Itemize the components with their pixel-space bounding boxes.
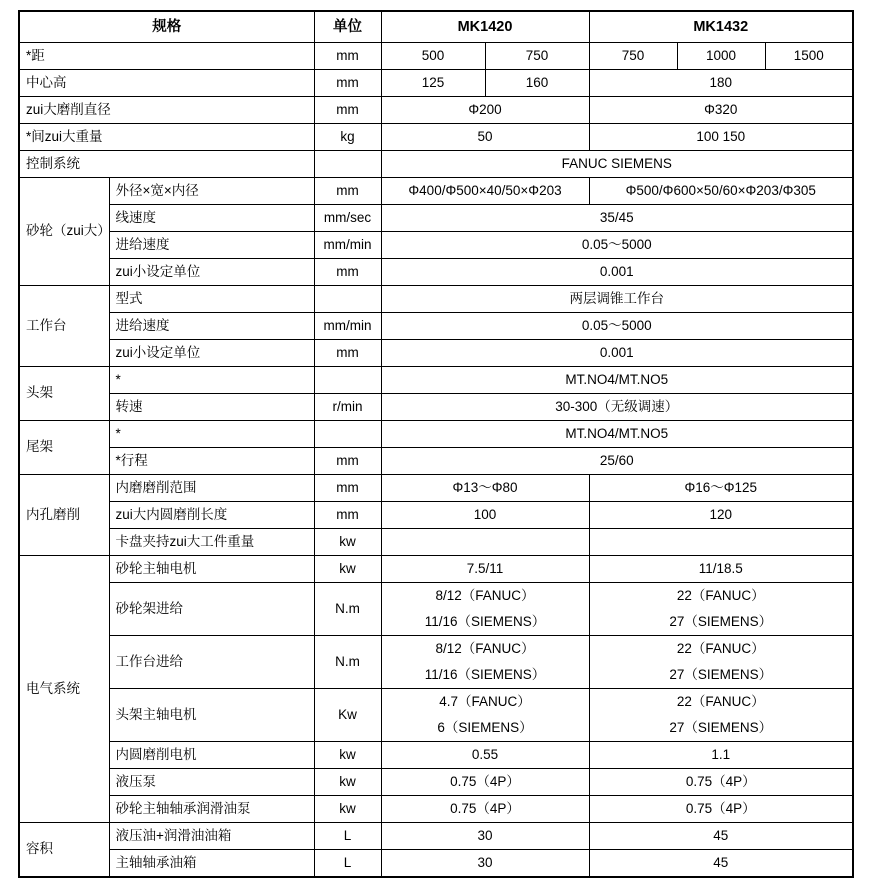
value-wheel-min-unit: 0.001 xyxy=(381,259,853,286)
header-unit: 单位 xyxy=(314,11,381,43)
row-unit-internal-grinding-range: mm xyxy=(314,475,381,502)
value-table-type: 两层调锥工作台 xyxy=(381,286,853,313)
row-unit-table-type xyxy=(314,286,381,313)
table-row xyxy=(19,823,853,850)
value-headstock-spindle-motor-b-fanuc: 22（FANUC） xyxy=(676,693,765,709)
group-label-worktable: 工作台 xyxy=(19,286,109,367)
group-label-grinding-wheel: 砂轮（zui大） xyxy=(19,178,109,286)
value-center-height-b: 180 xyxy=(589,70,853,97)
row-label-wheel-min-unit: zui小设定单位 xyxy=(109,259,314,286)
row-unit-tailstock-travel: mm xyxy=(314,448,381,475)
value-headstock-spindle-motor-a-fanuc: 4.7（FANUC） xyxy=(439,693,531,709)
value-wheelhead-feed-b-fanuc: 22（FANUC） xyxy=(676,587,765,603)
table-row xyxy=(19,259,853,286)
table-row xyxy=(19,70,853,97)
group-label-tailstock: 尾架 xyxy=(19,421,109,475)
table-row xyxy=(19,689,853,742)
value-chuck-max-weight-a xyxy=(381,529,589,556)
row-label-max-grinding-diameter: zui大磨削直径 xyxy=(19,97,314,124)
header-model-mk1432: MK1432 xyxy=(589,11,853,43)
table-row xyxy=(19,556,853,583)
row-label-internal-grinding-range: 内磨磨削范围 xyxy=(109,475,314,502)
row-label-wheel-spindle-lube-pump: 砂轮主轴轴承润滑油泵 xyxy=(109,796,314,823)
row-unit-table-feed-motor: N.m xyxy=(314,636,381,689)
row-label-wheel-feed-speed: 进给速度 xyxy=(109,232,314,259)
group-label-internal-grinding: 内孔磨削 xyxy=(19,475,109,556)
value-max-grinding-diameter-b: Φ320 xyxy=(589,97,853,124)
row-label-internal-grinding-length: zui大内圆磨削长度 xyxy=(109,502,314,529)
value-center-height-a2: 160 xyxy=(485,70,589,97)
row-label-table-min-unit: zui小设定单位 xyxy=(109,340,314,367)
row-label-max-workpiece-weight: *间zui大重量 xyxy=(19,124,314,151)
row-unit-wheel-min-unit: mm xyxy=(314,259,381,286)
row-unit-headstock-spindle-motor: Kw xyxy=(314,689,381,742)
row-unit-max-workpiece-weight: kg xyxy=(314,124,381,151)
value-tailstock-travel: 25/60 xyxy=(381,448,853,475)
value-internal-grinding-length-b: 120 xyxy=(589,502,853,529)
value-wheelhead-feed-a xyxy=(381,583,589,636)
value-wheelhead-feed-a-siemens: 11/16（SIEMENS） xyxy=(424,613,546,629)
value-table-min-unit: 0.001 xyxy=(381,340,853,367)
row-unit-center-height: mm xyxy=(314,70,381,97)
row-label-spindle-bearing-tank: 主轴轴承油箱 xyxy=(109,850,314,878)
value-max-workpiece-weight-a: 50 xyxy=(381,124,589,151)
row-unit-center-distance: mm xyxy=(314,43,381,70)
table-row xyxy=(19,448,853,475)
table-row xyxy=(19,286,853,313)
value-mk1420-500: 500 xyxy=(381,43,485,70)
row-unit-wheelhead-feed: N.m xyxy=(314,583,381,636)
value-wheel-linear-speed: 35/45 xyxy=(381,205,853,232)
value-max-grinding-diameter-a: Φ200 xyxy=(381,97,589,124)
header-spec: 规格 xyxy=(19,11,314,43)
value-center-height-a1: 125 xyxy=(381,70,485,97)
table-row xyxy=(19,43,853,70)
value-chuck-max-weight-b xyxy=(589,529,853,556)
table-row xyxy=(19,636,853,689)
value-mk1432-1500: 1500 xyxy=(765,43,853,70)
value-internal-grinding-range-b: Φ16～Φ125 xyxy=(589,475,853,502)
row-unit-wheel-dimensions: mm xyxy=(314,178,381,205)
value-table-feed-motor-a-fanuc: 8/12（FANUC） xyxy=(435,640,535,656)
value-max-workpiece-weight-b: 100 150 xyxy=(589,124,853,151)
value-spindle-bearing-tank-b: 45 xyxy=(589,850,853,878)
row-unit-max-grinding-diameter: mm xyxy=(314,97,381,124)
table-row xyxy=(19,313,853,340)
value-table-feed-motor-b-siemens: 27（SIEMENS） xyxy=(669,666,773,682)
value-internal-grinding-motor-a: 0.55 xyxy=(381,742,589,769)
table-row xyxy=(19,583,853,636)
value-table-feed-motor-a xyxy=(381,636,589,689)
table-row xyxy=(19,769,853,796)
specification-table xyxy=(18,10,854,878)
value-wheel-spindle-motor-b: 11/18.5 xyxy=(589,556,853,583)
value-headstock-speed: 30-300（无级调速） xyxy=(381,394,853,421)
row-label-wheel-spindle-motor: 砂轮主轴电机 xyxy=(109,556,314,583)
value-wheel-spindle-lube-pump-a: 0.75（4P） xyxy=(381,796,589,823)
row-label-headstock-speed: 转速 xyxy=(109,394,314,421)
row-label-center-distance: *距 xyxy=(19,43,314,70)
value-table-feed-motor-b-fanuc: 22（FANUC） xyxy=(676,640,765,656)
value-wheel-feed-speed: 0.05～5000 xyxy=(381,232,853,259)
table-row xyxy=(19,178,853,205)
row-unit-wheel-spindle-motor: kw xyxy=(314,556,381,583)
row-label-headstock-taper: * xyxy=(109,367,314,394)
value-headstock-spindle-motor-b-siemens: 27（SIEMENS） xyxy=(669,719,773,735)
row-label-chuck-max-weight: 卡盘夹持zui大工件重量 xyxy=(109,529,314,556)
row-label-internal-grinding-motor: 内圆磨削电机 xyxy=(109,742,314,769)
value-hydraulic-lube-tank-a: 30 xyxy=(381,823,589,850)
table-row xyxy=(19,205,853,232)
table-row xyxy=(19,124,853,151)
table-row xyxy=(19,475,853,502)
value-headstock-spindle-motor-a-siemens: 6（SIEMENS） xyxy=(437,719,533,735)
row-unit-headstock-taper xyxy=(314,367,381,394)
value-spindle-bearing-tank-a: 30 xyxy=(381,850,589,878)
group-label-headstock: 头架 xyxy=(19,367,109,421)
row-unit-hydraulic-pump: kw xyxy=(314,769,381,796)
table-row xyxy=(19,367,853,394)
table-row xyxy=(19,850,853,878)
row-unit-table-feed-speed: mm/min xyxy=(314,313,381,340)
table-row xyxy=(19,529,853,556)
value-table-feed-motor-a-siemens: 11/16（SIEMENS） xyxy=(424,666,546,682)
value-mk1420-750: 750 xyxy=(485,43,589,70)
row-label-table-feed-speed: 进给速度 xyxy=(109,313,314,340)
table-row xyxy=(19,421,853,448)
row-label-headstock-spindle-motor: 头架主轴电机 xyxy=(109,689,314,742)
value-internal-grinding-length-a: 100 xyxy=(381,502,589,529)
value-wheelhead-feed-b-siemens: 27（SIEMENS） xyxy=(669,613,773,629)
table-row xyxy=(19,232,853,259)
row-label-tailstock-travel: *行程 xyxy=(109,448,314,475)
value-headstock-spindle-motor-a xyxy=(381,689,589,742)
value-wheel-dimensions-a: Φ400/Φ500×40/50×Φ203 xyxy=(381,178,589,205)
row-unit-wheel-feed-speed: mm/min xyxy=(314,232,381,259)
row-label-table-feed-motor: 工作台进给 xyxy=(109,636,314,689)
row-label-table-type: 型式 xyxy=(109,286,314,313)
row-unit-control-system xyxy=(314,151,381,178)
value-wheel-spindle-motor-a: 7.5/11 xyxy=(381,556,589,583)
table-row xyxy=(19,394,853,421)
value-table-feed-speed: 0.05～5000 xyxy=(381,313,853,340)
value-control-system: FANUC SIEMENS xyxy=(381,151,853,178)
row-unit-internal-grinding-motor: kw xyxy=(314,742,381,769)
value-mk1432-1000: 1000 xyxy=(677,43,765,70)
header-model-mk1420: MK1420 xyxy=(381,11,589,43)
table-row xyxy=(19,151,853,178)
row-label-center-height: 中心高 xyxy=(19,70,314,97)
row-unit-headstock-speed: r/min xyxy=(314,394,381,421)
row-label-control-system: 控制系统 xyxy=(19,151,314,178)
row-label-wheel-dimensions: 外径×宽×内径 xyxy=(109,178,314,205)
value-table-feed-motor-b xyxy=(589,636,853,689)
value-hydraulic-lube-tank-b: 45 xyxy=(589,823,853,850)
row-unit-table-min-unit: mm xyxy=(314,340,381,367)
value-wheelhead-feed-a-fanuc: 8/12（FANUC） xyxy=(435,587,535,603)
row-label-hydraulic-pump: 液压泵 xyxy=(109,769,314,796)
table-row xyxy=(19,340,853,367)
value-wheelhead-feed-b xyxy=(589,583,853,636)
row-label-hydraulic-lube-tank: 液压油+润滑油油箱 xyxy=(109,823,314,850)
value-mk1432-750: 750 xyxy=(589,43,677,70)
row-unit-chuck-max-weight: kw xyxy=(314,529,381,556)
value-internal-grinding-range-a: Φ13～Φ80 xyxy=(381,475,589,502)
value-hydraulic-pump-a: 0.75（4P） xyxy=(381,769,589,796)
value-headstock-taper: MT.NO4/MT.NO5 xyxy=(381,367,853,394)
value-tailstock-taper: MT.NO4/MT.NO5 xyxy=(381,421,853,448)
group-label-electrical-system: 电气系统 xyxy=(19,556,109,823)
table-row xyxy=(19,97,853,124)
value-wheel-dimensions-b: Φ500/Φ600×50/60×Φ203/Φ305 xyxy=(589,178,853,205)
value-headstock-spindle-motor-b xyxy=(589,689,853,742)
row-label-tailstock-taper: * xyxy=(109,421,314,448)
table-row xyxy=(19,502,853,529)
table-header-row xyxy=(19,11,853,43)
row-unit-internal-grinding-length: mm xyxy=(314,502,381,529)
row-unit-wheel-spindle-lube-pump: kw xyxy=(314,796,381,823)
row-unit-spindle-bearing-tank: L xyxy=(314,850,381,878)
row-label-wheelhead-feed: 砂轮架进给 xyxy=(109,583,314,636)
group-label-capacity: 容积 xyxy=(19,823,109,878)
table-row xyxy=(19,796,853,823)
row-unit-wheel-linear-speed: mm/sec xyxy=(314,205,381,232)
value-internal-grinding-motor-b: 1.1 xyxy=(589,742,853,769)
row-label-wheel-linear-speed: 线速度 xyxy=(109,205,314,232)
table-row xyxy=(19,742,853,769)
row-unit-tailstock-taper xyxy=(314,421,381,448)
value-wheel-spindle-lube-pump-b: 0.75（4P） xyxy=(589,796,853,823)
value-hydraulic-pump-b: 0.75（4P） xyxy=(589,769,853,796)
row-unit-hydraulic-lube-tank: L xyxy=(314,823,381,850)
